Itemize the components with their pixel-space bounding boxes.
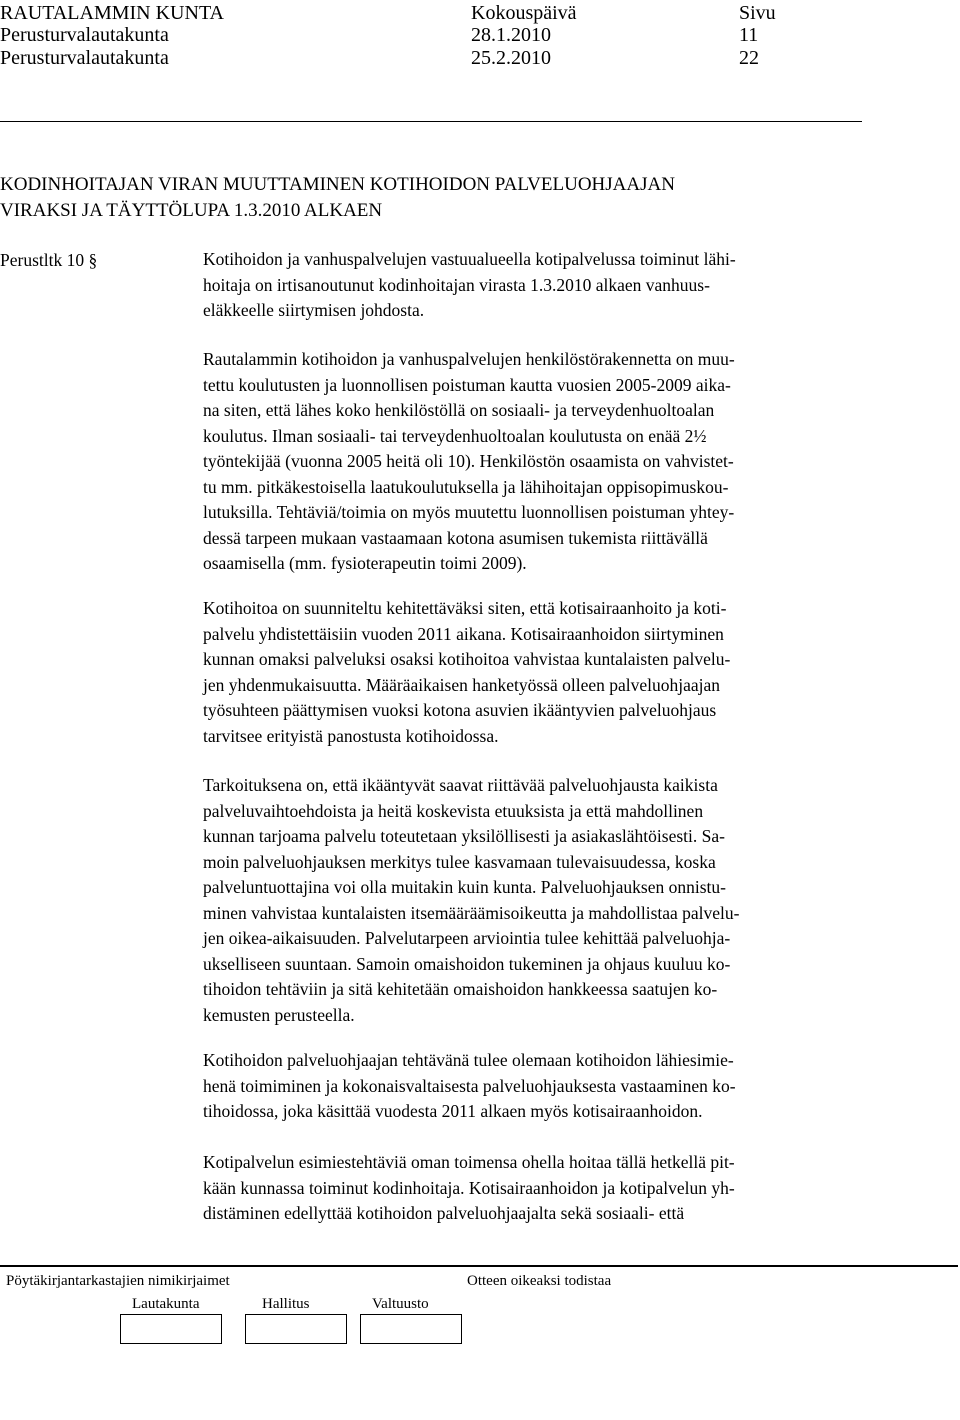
paragraph-line: Rautalammin kotihoidon ja vanhuspalvelujen henkilöstörakennetta on muu- [203, 349, 735, 369]
paragraph-line: palveluntuottajina voi olla muitakin kuin kunta. Palveluohjauksen onnistu- [203, 877, 726, 897]
initials-box-valtuusto [360, 1314, 462, 1344]
paragraph-line: kään kunnassa toiminut kodinhoitaja. Kotisairaanhoidon ja kotipalvelun yh- [203, 1177, 735, 1198]
initials-valtuusto-label: Valtuusto [372, 1296, 429, 1312]
initials-box-hallitus [245, 1314, 347, 1344]
paragraph-line: työsuhteen päättymisen vuoksi kotona asuvien ikääntyvien palveluohjaus [203, 700, 717, 720]
paragraph-line: osaamisella (mm. fysioterapeutin toimi 2009). [203, 553, 527, 573]
paragraph-line: Kotipalvelun esimiestehtäviä oman toimensa ohella hoitaa tällä hetkellä pit- [203, 1152, 735, 1172]
initials-lautakunta-label: Lautakunta [132, 1296, 200, 1312]
paragraph-line: palveluvaihtoehdoista ja heitä koskevista etuuksista ja että mahdollinen [203, 800, 704, 821]
section-reference: Perustltk 10 § [0, 250, 98, 270]
paragraph-line: kunnan omaksi palveluksi osaksi kotihoitoa vahvistaa kuntalaisten palvelu- [203, 649, 731, 669]
paragraph-5 [203, 1048, 883, 1125]
paragraph-line: na siten, että lähes koko henkilöstöllä on sosiaali- ja terveydenhuoltoalan [203, 400, 715, 420]
paragraph-line: moin palveluohjauksen merkitys tulee kasvamaan tulevaisuudessa, koska [203, 851, 716, 872]
initials-box-lautakunta [120, 1314, 222, 1344]
paragraph-line: koulutus. Ilman sosiaali- tai terveydenhuoltoalan koulutusta on enää 2½ [203, 425, 707, 446]
paragraph-line: tu mm. pitkäkestoisella laatukoulutuksella ja lähihoitajan oppisopimuskou- [203, 476, 729, 497]
paragraph-line: tihoidon tehtäviin ja sitä kehitetään omaishoidon hankkeessa saatujen ko- [203, 979, 718, 999]
paragraph-line: minen vahvistaa kuntalaisten itsemääräämisoikeutta ja mahdollistaa palvelu- [203, 902, 740, 923]
paragraph-line: henä toimiminen ja kokonaisvaltaisesta palveluohjauksesta vastaaminen ko- [203, 1075, 736, 1096]
paragraph-line: Tarkoituksena on, että ikääntyvät saavat riittävää palveluohjausta kaikista [203, 775, 718, 795]
paragraph-line: kemusten perusteella. [203, 1004, 355, 1025]
header-divider [0, 121, 862, 122]
paragraph-line: tihoidossa, joka käsittää vuodesta 2011 alkaen myös kotisairaanhoidon. [203, 1101, 703, 1121]
meeting-date-2: 25.2.2010 [471, 47, 551, 69]
paragraph-line: Kotihoidon ja vanhuspalvelujen vastuualueella kotipalvelussa toiminut lähi- [203, 249, 736, 269]
page-column-label: Sivu [739, 2, 776, 24]
paragraph-line: Kotihoidon palveluohjaajan tehtävänä tulee olemaan kotihoidon lähiesimie- [203, 1050, 734, 1070]
paragraph-4 [203, 773, 883, 1028]
page-number-2: 22 [739, 47, 759, 69]
paragraph-1 [203, 247, 883, 324]
paragraph-line: eläkkeelle siirtymisen johdosta. [203, 300, 425, 320]
paragraph-6 [203, 1150, 883, 1227]
paragraph-line: työntekijää (vuonna 2005 heitä oli 10). Henkilöstön osaamista on vahvistet- [203, 451, 734, 471]
meeting-date-1: 28.1.2010 [471, 24, 551, 46]
initials-label: Pöytäkirjantarkastajien nimikirjaimet [6, 1273, 230, 1289]
page-number-1: 11 [739, 24, 759, 46]
paragraph-2 [203, 347, 883, 577]
paragraph-line: tarvitsee erityistä panostusta kotihoidossa. [203, 725, 499, 746]
footer-divider [0, 1265, 958, 1267]
org-name: RAUTALAMMIN KUNTA [0, 2, 225, 24]
meeting-body-1: Perusturvalautakunta [0, 24, 169, 46]
paragraph-line: ukselliseen suuntaan. Samoin omaishoidon tukeminen ja ohjaus kuuluu ko- [203, 953, 731, 974]
document-title-line-2: VIRAKSI JA TÄYTTÖLUPA 1.3.2010 ALKAEN [0, 200, 383, 221]
paragraph-line: Kotihoitoa on suunniteltu kehitettäväksi siten, että kotisairaanhoito ja koti- [203, 598, 727, 618]
initials-hallitus-label: Hallitus [262, 1296, 310, 1312]
paragraph-line: distäminen edellyttää kotihoidon palveluohjaajalta sekä sosiaali- että [203, 1203, 685, 1223]
paragraph-line: lutuksilla. Tehtäviä/toimia on myös muutettu luonnollisen poistuman yhtey- [203, 502, 735, 522]
certified-label: Otteen oikeaksi todistaa [467, 1273, 612, 1289]
date-column-label: Kokouspäivä [471, 2, 577, 24]
paragraph-line: jen oikea-aikaisuuden. Palvelutarpeen arviointia tulee kehittää palveluohja- [203, 928, 731, 948]
document-title-line-1: KODINHOITAJAN VIRAN MUUTTAMINEN KOTIHOIDON PALVELUOHJAAJAN [0, 174, 675, 195]
meeting-body-2: Perusturvalautakunta [0, 47, 169, 69]
paragraph-line: hoitaja on irtisanoutunut kodinhoitajan virasta 1.3.2010 alkaen vanhuus- [203, 274, 710, 295]
paragraph-line: palvelu yhdistettäisiin vuoden 2011 aikana. Kotisairaanhoidon siirtyminen [203, 623, 724, 644]
paragraph-line: tettu koulutusten ja luonnollisen poistuman kautta vuosien 2005-2009 aika- [203, 374, 731, 395]
paragraph-3 [203, 596, 883, 749]
paragraph-line: dessä tarpeen mukaan vastaamaan kotona asumisen tukemista riittävällä [203, 527, 708, 548]
paragraph-line: kunnan tarjoama palvelu toteutetaan yksilöllisesti ja asiakaslähtöisesti. Sa- [203, 826, 725, 846]
paragraph-line: jen yhdenmukaisuutta. Määräaikaisen hanketyössä olleen palveluohjaajan [203, 674, 721, 695]
